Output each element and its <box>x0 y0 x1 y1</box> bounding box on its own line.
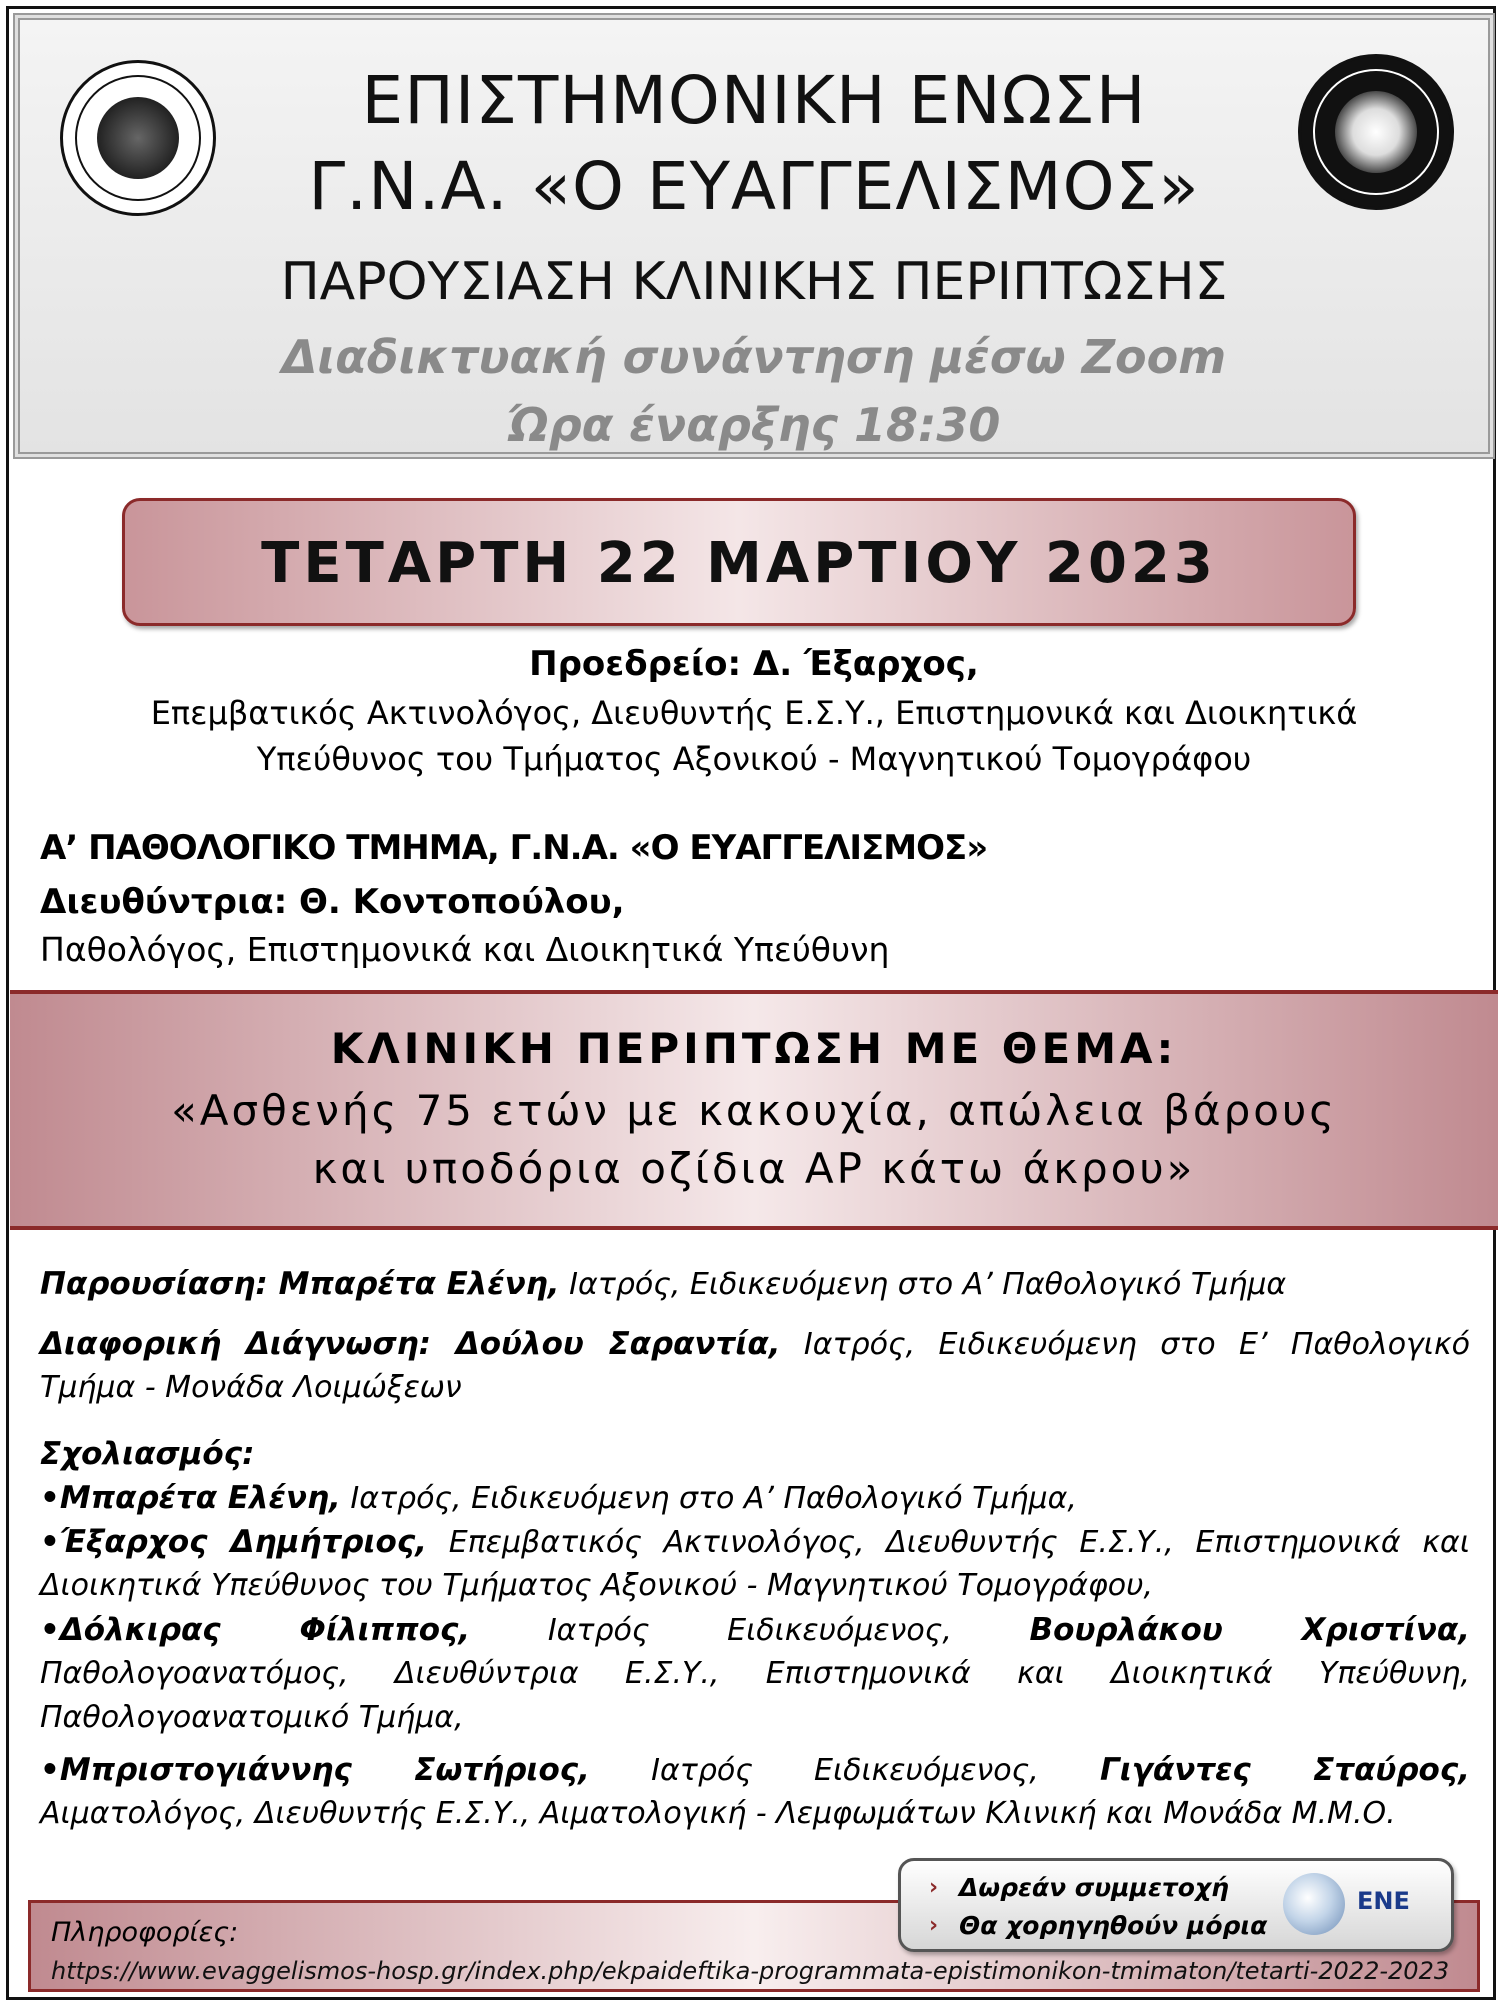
info-url-link[interactable]: https://www.evaggelismos-hosp.gr/index.php/ekpaideftika-programmata-epistimonikon-tmimaton/tetarti-2022-2023 <box>51 1957 1450 1985</box>
globe-logo-icon <box>1283 1873 1345 1935</box>
comment-4-role: Ιατρός Ειδικευόμενος, <box>651 1753 1039 1788</box>
presentation-paragraph <box>40 1262 1470 1307</box>
comment-1-role: Ιατρός, Ειδικευόμενη στο Α’ Παθολογικό Τμήμα, <box>340 1481 1077 1516</box>
presidium-title: Προεδρείο: Δ. Έξαρχος, <box>529 644 979 684</box>
diagnosis-name: Διαφορική Διάγνωση: Δούλου Σαραντία, <box>40 1326 781 1362</box>
diagnosis-role: Ιατρός, Ειδικευόμενη στο Ε’ Παθολογικό <box>780 1327 1470 1362</box>
comment-2-name: •Έξαρχος Δημήτριος, <box>40 1524 427 1560</box>
department-title: Α’ ΠΑΘΟΛΟΓΙΚΟ ΤΜΗΜΑ, Γ.Ν.Α. «Ο ΕΥΑΓΓΕΛΙΣΜΟΣ» <box>40 828 988 868</box>
comment-4-line2: Αιματολόγος, Διευθυντής Ε.Σ.Υ., Αιματολογική - Λεμφωμάτων Κλινική και Μονάδα Μ.Μ.Ο. <box>40 1796 1396 1831</box>
comment-4-name: •Μπριστογιάννης Σωτήριος, <box>40 1752 590 1788</box>
topic-line2: και υποδόρια οζίδια ΑΡ κάτω άκρου» <box>312 1144 1196 1193</box>
comment-4-line1 <box>40 1748 1470 1793</box>
comment-3-line3: Παθολογοανατομικό Τμήμα, <box>40 1700 464 1735</box>
presidium-line1: Επεμβατικός Ακτινολόγος, Διευθυντής Ε.Σ.Υ., Επιστημονικά και Διοικητικά <box>150 694 1358 732</box>
header-title-line1: ΕΠΙΣΤΗΜΟΝΙΚΗ ΕΝΩΣΗ <box>361 62 1147 139</box>
comments-heading: Σχολιασμός: <box>40 1436 255 1472</box>
meeting-info: Διαδικτυακή συνάντηση μέσω Zoom <box>281 330 1227 384</box>
comment-2-line1 <box>40 1520 1470 1565</box>
comment-1 <box>40 1476 1470 1521</box>
free-participation: Δωρεάν συμμετοχή <box>959 1873 1229 1902</box>
credits-note: Θα χορηγηθούν μόρια <box>959 1911 1268 1940</box>
chevron-right-icon: › <box>929 1875 939 1900</box>
header <box>18 18 1490 454</box>
comment-1-name: •Μπαρέτα Ελένη, <box>40 1480 341 1516</box>
topic-band <box>10 990 1498 1230</box>
chevron-right-icon: › <box>929 1913 939 1938</box>
info-label: Πληροφορίες: <box>51 1917 239 1948</box>
comment-3-line2: Παθολογοανατόμος, Διευθύντρια Ε.Σ.Υ., Επιστημονικά και Διοικητικά Υπεύθυνη, <box>40 1656 1470 1691</box>
topic-title: ΚΛΙΝΙΚΗ ΠΕΡΙΠΤΩΣΗ ΜΕ ΘΕΜΑ: <box>330 1024 1178 1073</box>
presenter-role: Ιατρός, Ειδικευόμενη στο Α’ Παθολογικό Τμήμα <box>559 1267 1287 1302</box>
comment-3-name: •Δόλκιρας Φίλιππος, <box>40 1612 471 1648</box>
header-subtitle: ΠΑΡΟΥΣΙΑΣΗ ΚΛΙΝΙΚΗΣ ΠΕΡΙΠΤΩΣΗΣ <box>280 252 1228 312</box>
department-director: Διευθύντρια: Θ. Κοντοπούλου, <box>40 882 625 922</box>
presenter-name: Παρουσίαση: Μπαρέτα Ελένη, <box>40 1266 560 1302</box>
comment-2-role: Επεμβατικός Ακτινολόγος, Διευθυντής Ε.Σ.Υ., Επιστημονικά και <box>426 1525 1470 1560</box>
diagnosis-line2: Τμήμα - Μονάδα Λοιμώξεων <box>40 1370 462 1405</box>
comment-3-line1 <box>40 1608 1470 1653</box>
comments-label <box>40 1432 1470 1477</box>
presidium-line2: Υπεύθυνος του Τμήματος Αξονικού - Μαγνητικού Τομογράφου <box>256 740 1252 778</box>
comment-3-role: Ιατρός Ειδικευόμενος, <box>547 1613 952 1648</box>
ene-logo: ΕΝΕ <box>1357 1887 1410 1915</box>
comment-2-line2: Διοικητικά Υπεύθυνος του Τμήματος Αξονικού - Μαγνητικού Τομογράφου, <box>40 1568 1154 1603</box>
topic-line1: «Ασθενής 75 ετών με κακουχία, απώλεια βάρους <box>171 1086 1337 1135</box>
start-time: Ώρα έναρξης 18:30 <box>507 398 1001 452</box>
event-date: ΤΕΤΑΡΤΗ 22 ΜΑΡΤΙΟΥ 2023 <box>261 531 1217 596</box>
comment-4-name2: Γιγάντες Σταύρος, <box>1099 1752 1470 1788</box>
date-banner <box>122 498 1356 626</box>
participation-box <box>898 1858 1454 1952</box>
header-title-line2: Γ.Ν.Α. «Ο ΕΥΑΓΓΕΛΙΣΜΟΣ» <box>308 148 1200 225</box>
comment-3-name2: Βουρλάκου Χριστίνα, <box>1029 1612 1470 1648</box>
department-director-role: Παθολόγος, Επιστημονικά και Διοικητικά Υπεύθυνη <box>40 930 890 969</box>
diagnosis-line1 <box>40 1322 1470 1367</box>
